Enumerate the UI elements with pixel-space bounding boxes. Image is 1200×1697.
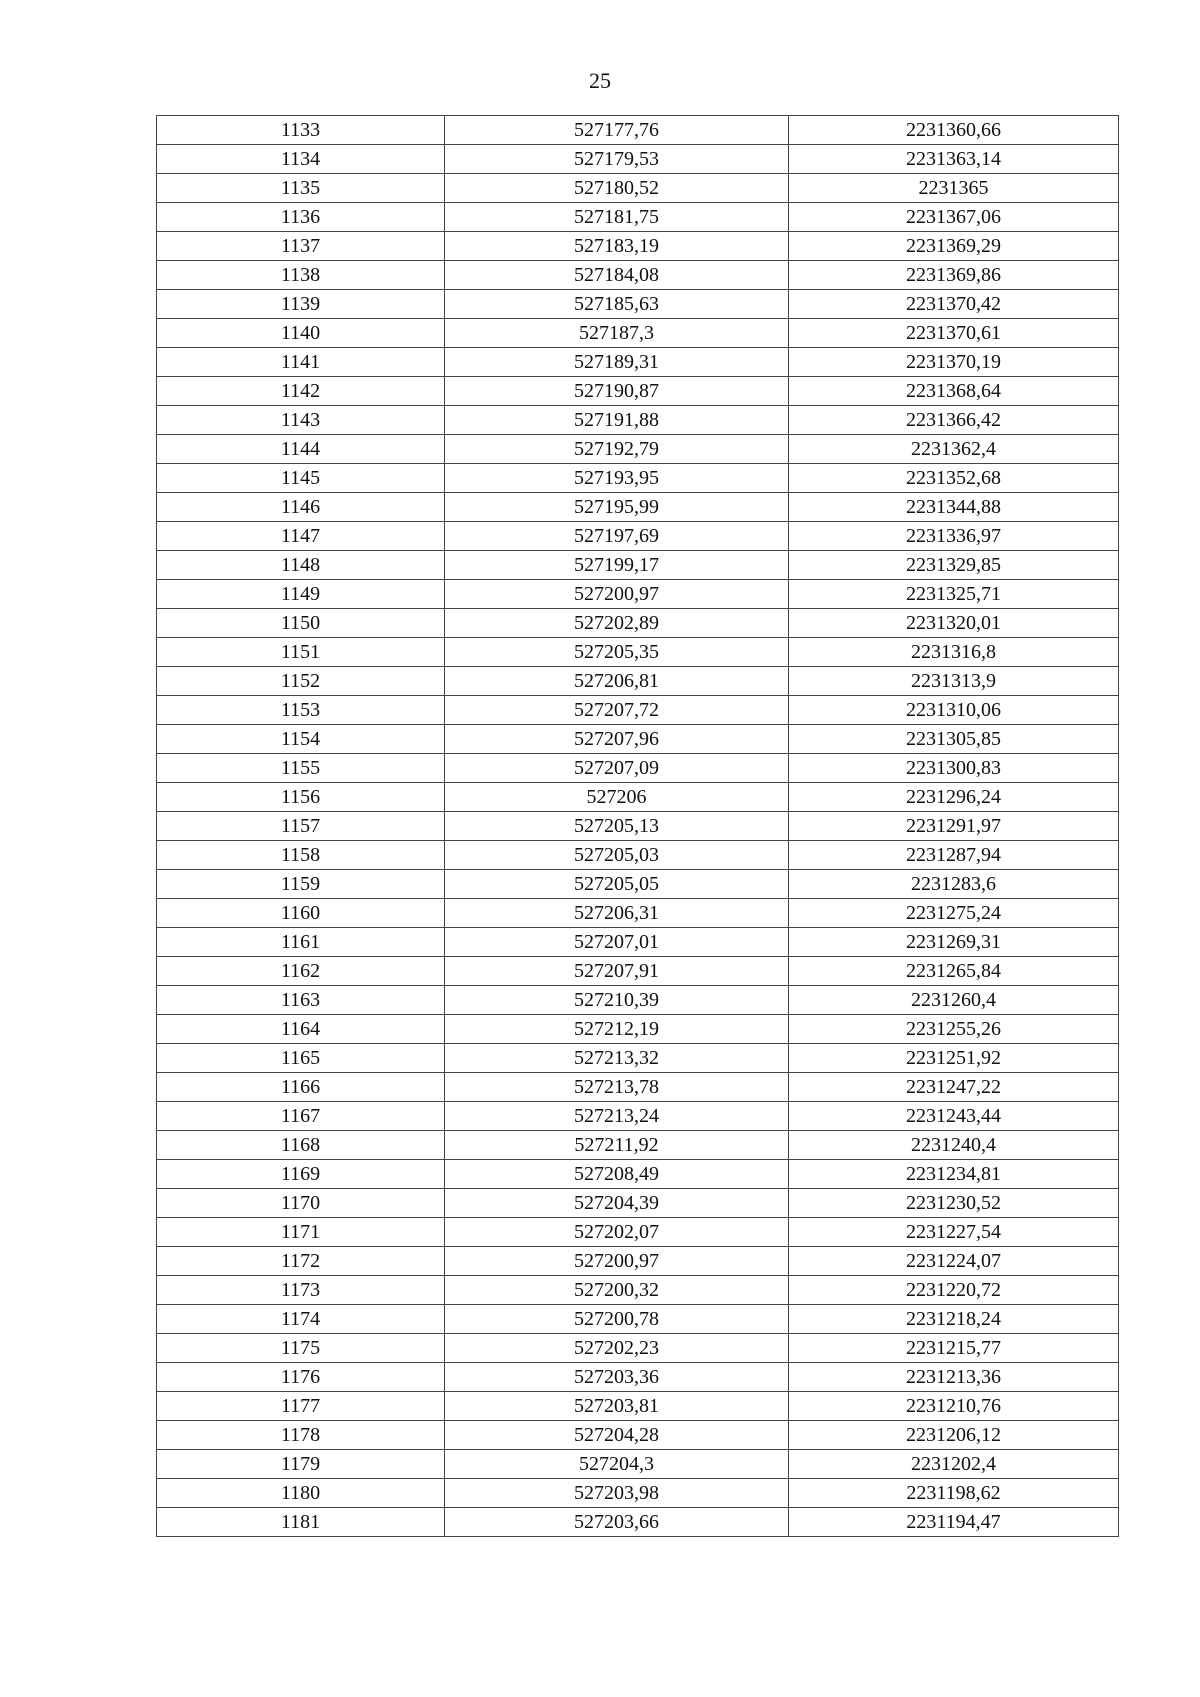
table-row: [157, 522, 1119, 551]
y-coordinate-cell: 2231210,76: [789, 1392, 1119, 1421]
point-number-cell: 1144: [157, 435, 445, 464]
table-row: [157, 812, 1119, 841]
point-number-cell: 1147: [157, 522, 445, 551]
x-coordinate-cell: 527205,05: [445, 870, 789, 899]
table-row: [157, 870, 1119, 899]
y-coordinate-cell: 2231260,4: [789, 986, 1119, 1015]
table-row: [157, 1015, 1119, 1044]
point-number-cell: 1158: [157, 841, 445, 870]
table-row: [157, 1392, 1119, 1421]
point-number-cell: 1169: [157, 1160, 445, 1189]
y-coordinate-cell: 2231310,06: [789, 696, 1119, 725]
table-row: [157, 928, 1119, 957]
x-coordinate-cell: 527195,99: [445, 493, 789, 522]
table-row: [157, 1421, 1119, 1450]
y-coordinate-cell: 2231224,07: [789, 1247, 1119, 1276]
point-number-cell: 1153: [157, 696, 445, 725]
table-row: [157, 290, 1119, 319]
x-coordinate-cell: 527213,24: [445, 1102, 789, 1131]
x-coordinate-cell: 527211,92: [445, 1131, 789, 1160]
table-row: [157, 435, 1119, 464]
point-number-cell: 1156: [157, 783, 445, 812]
table-row: [157, 1131, 1119, 1160]
y-coordinate-cell: 2231230,52: [789, 1189, 1119, 1218]
x-coordinate-cell: 527190,87: [445, 377, 789, 406]
x-coordinate-cell: 527202,07: [445, 1218, 789, 1247]
y-coordinate-cell: 2231370,61: [789, 319, 1119, 348]
point-number-cell: 1140: [157, 319, 445, 348]
x-coordinate-cell: 527202,89: [445, 609, 789, 638]
table-row: [157, 1044, 1119, 1073]
table-row: [157, 1305, 1119, 1334]
table-row: [157, 696, 1119, 725]
y-coordinate-cell: 2231369,86: [789, 261, 1119, 290]
y-coordinate-cell: 2231367,06: [789, 203, 1119, 232]
y-coordinate-cell: 2231329,85: [789, 551, 1119, 580]
point-number-cell: 1166: [157, 1073, 445, 1102]
point-number-cell: 1142: [157, 377, 445, 406]
table-row: [157, 986, 1119, 1015]
point-number-cell: 1135: [157, 174, 445, 203]
y-coordinate-cell: 2231206,12: [789, 1421, 1119, 1450]
table-row: [157, 1450, 1119, 1479]
y-coordinate-cell: 2231218,24: [789, 1305, 1119, 1334]
y-coordinate-cell: 2231198,62: [789, 1479, 1119, 1508]
point-number-cell: 1155: [157, 754, 445, 783]
table-row: [157, 725, 1119, 754]
y-coordinate-cell: 2231283,6: [789, 870, 1119, 899]
table-row: [157, 1189, 1119, 1218]
point-number-cell: 1134: [157, 145, 445, 174]
table-row: [157, 841, 1119, 870]
x-coordinate-cell: 527204,28: [445, 1421, 789, 1450]
table-row: [157, 667, 1119, 696]
point-number-cell: 1133: [157, 116, 445, 145]
point-number-cell: 1164: [157, 1015, 445, 1044]
point-number-cell: 1179: [157, 1450, 445, 1479]
y-coordinate-cell: 2231255,26: [789, 1015, 1119, 1044]
y-coordinate-cell: 2231227,54: [789, 1218, 1119, 1247]
x-coordinate-cell: 527204,39: [445, 1189, 789, 1218]
x-coordinate-cell: 527203,98: [445, 1479, 789, 1508]
x-coordinate-cell: 527205,03: [445, 841, 789, 870]
point-number-cell: 1143: [157, 406, 445, 435]
point-number-cell: 1149: [157, 580, 445, 609]
table-row: [157, 464, 1119, 493]
x-coordinate-cell: 527183,19: [445, 232, 789, 261]
table-row: [157, 1102, 1119, 1131]
x-coordinate-cell: 527180,52: [445, 174, 789, 203]
point-number-cell: 1181: [157, 1508, 445, 1537]
x-coordinate-cell: 527179,53: [445, 145, 789, 174]
y-coordinate-cell: 2231234,81: [789, 1160, 1119, 1189]
y-coordinate-cell: 2231247,22: [789, 1073, 1119, 1102]
point-number-cell: 1138: [157, 261, 445, 290]
point-number-cell: 1171: [157, 1218, 445, 1247]
point-number-cell: 1160: [157, 899, 445, 928]
table-row: [157, 754, 1119, 783]
y-coordinate-cell: 2231287,94: [789, 841, 1119, 870]
point-number-cell: 1157: [157, 812, 445, 841]
x-coordinate-cell: 527192,79: [445, 435, 789, 464]
y-coordinate-cell: 2231215,77: [789, 1334, 1119, 1363]
table-row: [157, 957, 1119, 986]
point-number-cell: 1168: [157, 1131, 445, 1160]
point-number-cell: 1176: [157, 1363, 445, 1392]
x-coordinate-cell: 527210,39: [445, 986, 789, 1015]
y-coordinate-cell: 2231370,42: [789, 290, 1119, 319]
x-coordinate-cell: 527193,95: [445, 464, 789, 493]
table-row: [157, 1218, 1119, 1247]
point-number-cell: 1146: [157, 493, 445, 522]
x-coordinate-cell: 527207,72: [445, 696, 789, 725]
y-coordinate-cell: 2231369,29: [789, 232, 1119, 261]
x-coordinate-cell: 527200,97: [445, 1247, 789, 1276]
y-coordinate-cell: 2231296,24: [789, 783, 1119, 812]
table-row: [157, 1479, 1119, 1508]
table-row: [157, 1160, 1119, 1189]
x-coordinate-cell: 527187,3: [445, 319, 789, 348]
y-coordinate-cell: 2231344,88: [789, 493, 1119, 522]
y-coordinate-cell: 2231368,64: [789, 377, 1119, 406]
x-coordinate-cell: 527207,01: [445, 928, 789, 957]
y-coordinate-cell: 2231220,72: [789, 1276, 1119, 1305]
x-coordinate-cell: 527185,63: [445, 290, 789, 319]
y-coordinate-cell: 2231316,8: [789, 638, 1119, 667]
x-coordinate-cell: 527199,17: [445, 551, 789, 580]
y-coordinate-cell: 2231194,47: [789, 1508, 1119, 1537]
x-coordinate-cell: 527205,35: [445, 638, 789, 667]
table-row: [157, 609, 1119, 638]
y-coordinate-cell: 2231325,71: [789, 580, 1119, 609]
y-coordinate-cell: 2231213,36: [789, 1363, 1119, 1392]
table-row: [157, 145, 1119, 174]
coordinates-table-body: [157, 116, 1119, 1537]
page-number: 25: [589, 68, 611, 93]
table-row: [157, 580, 1119, 609]
point-number-cell: 1145: [157, 464, 445, 493]
y-coordinate-cell: 2231300,83: [789, 754, 1119, 783]
x-coordinate-cell: 527207,96: [445, 725, 789, 754]
x-coordinate-cell: 527213,78: [445, 1073, 789, 1102]
y-coordinate-cell: 2231240,4: [789, 1131, 1119, 1160]
y-coordinate-cell: 2231320,01: [789, 609, 1119, 638]
x-coordinate-cell: 527184,08: [445, 261, 789, 290]
x-coordinate-cell: 527212,19: [445, 1015, 789, 1044]
point-number-cell: 1165: [157, 1044, 445, 1073]
x-coordinate-cell: 527207,91: [445, 957, 789, 986]
y-coordinate-cell: 2231352,68: [789, 464, 1119, 493]
table-row: [157, 377, 1119, 406]
x-coordinate-cell: 527206: [445, 783, 789, 812]
point-number-cell: 1170: [157, 1189, 445, 1218]
table-row: [157, 1363, 1119, 1392]
y-coordinate-cell: 2231365: [789, 174, 1119, 203]
table-row: [157, 551, 1119, 580]
y-coordinate-cell: 2231305,85: [789, 725, 1119, 754]
table-row: [157, 406, 1119, 435]
y-coordinate-cell: 2231243,44: [789, 1102, 1119, 1131]
point-number-cell: 1172: [157, 1247, 445, 1276]
y-coordinate-cell: 2231366,42: [789, 406, 1119, 435]
table-row: [157, 174, 1119, 203]
x-coordinate-cell: 527208,49: [445, 1160, 789, 1189]
y-coordinate-cell: 2231265,84: [789, 957, 1119, 986]
table-row: [157, 232, 1119, 261]
x-coordinate-cell: 527206,81: [445, 667, 789, 696]
y-coordinate-cell: 2231336,97: [789, 522, 1119, 551]
x-coordinate-cell: 527200,97: [445, 580, 789, 609]
point-number-cell: 1136: [157, 203, 445, 232]
y-coordinate-cell: 2231291,97: [789, 812, 1119, 841]
x-coordinate-cell: 527197,69: [445, 522, 789, 551]
y-coordinate-cell: 2231363,14: [789, 145, 1119, 174]
point-number-cell: 1177: [157, 1392, 445, 1421]
x-coordinate-cell: 527203,36: [445, 1363, 789, 1392]
table-row: [157, 1247, 1119, 1276]
x-coordinate-cell: 527177,76: [445, 116, 789, 145]
table-row: [157, 116, 1119, 145]
table-row: [157, 1073, 1119, 1102]
y-coordinate-cell: 2231313,9: [789, 667, 1119, 696]
point-number-cell: 1152: [157, 667, 445, 696]
y-coordinate-cell: 2231251,92: [789, 1044, 1119, 1073]
point-number-cell: 1161: [157, 928, 445, 957]
table-row: [157, 638, 1119, 667]
x-coordinate-cell: 527200,78: [445, 1305, 789, 1334]
table-row: [157, 348, 1119, 377]
table-row: [157, 1276, 1119, 1305]
x-coordinate-cell: 527200,32: [445, 1276, 789, 1305]
x-coordinate-cell: 527203,66: [445, 1508, 789, 1537]
table-row: [157, 1508, 1119, 1537]
x-coordinate-cell: 527189,31: [445, 348, 789, 377]
point-number-cell: 1175: [157, 1334, 445, 1363]
point-number-cell: 1141: [157, 348, 445, 377]
point-number-cell: 1167: [157, 1102, 445, 1131]
x-coordinate-cell: 527191,88: [445, 406, 789, 435]
y-coordinate-cell: 2231360,66: [789, 116, 1119, 145]
table-row: [157, 319, 1119, 348]
table-row: [157, 261, 1119, 290]
point-number-cell: 1162: [157, 957, 445, 986]
x-coordinate-cell: 527207,09: [445, 754, 789, 783]
y-coordinate-cell: 2231269,31: [789, 928, 1119, 957]
table-row: [157, 203, 1119, 232]
point-number-cell: 1159: [157, 870, 445, 899]
table-row: [157, 493, 1119, 522]
point-number-cell: 1174: [157, 1305, 445, 1334]
point-number-cell: 1180: [157, 1479, 445, 1508]
y-coordinate-cell: 2231370,19: [789, 348, 1119, 377]
y-coordinate-cell: 2231202,4: [789, 1450, 1119, 1479]
x-coordinate-cell: 527203,81: [445, 1392, 789, 1421]
y-coordinate-cell: 2231275,24: [789, 899, 1119, 928]
point-number-cell: 1148: [157, 551, 445, 580]
table-row: [157, 783, 1119, 812]
point-number-cell: 1137: [157, 232, 445, 261]
x-coordinate-cell: 527202,23: [445, 1334, 789, 1363]
point-number-cell: 1173: [157, 1276, 445, 1305]
point-number-cell: 1154: [157, 725, 445, 754]
x-coordinate-cell: 527213,32: [445, 1044, 789, 1073]
point-number-cell: 1163: [157, 986, 445, 1015]
point-number-cell: 1150: [157, 609, 445, 638]
y-coordinate-cell: 2231362,4: [789, 435, 1119, 464]
x-coordinate-cell: 527205,13: [445, 812, 789, 841]
point-number-cell: 1178: [157, 1421, 445, 1450]
point-number-cell: 1151: [157, 638, 445, 667]
x-coordinate-cell: 527181,75: [445, 203, 789, 232]
point-number-cell: 1139: [157, 290, 445, 319]
x-coordinate-cell: 527204,3: [445, 1450, 789, 1479]
table-row: [157, 899, 1119, 928]
x-coordinate-cell: 527206,31: [445, 899, 789, 928]
coordinates-table: [156, 115, 1119, 1537]
table-row: [157, 1334, 1119, 1363]
